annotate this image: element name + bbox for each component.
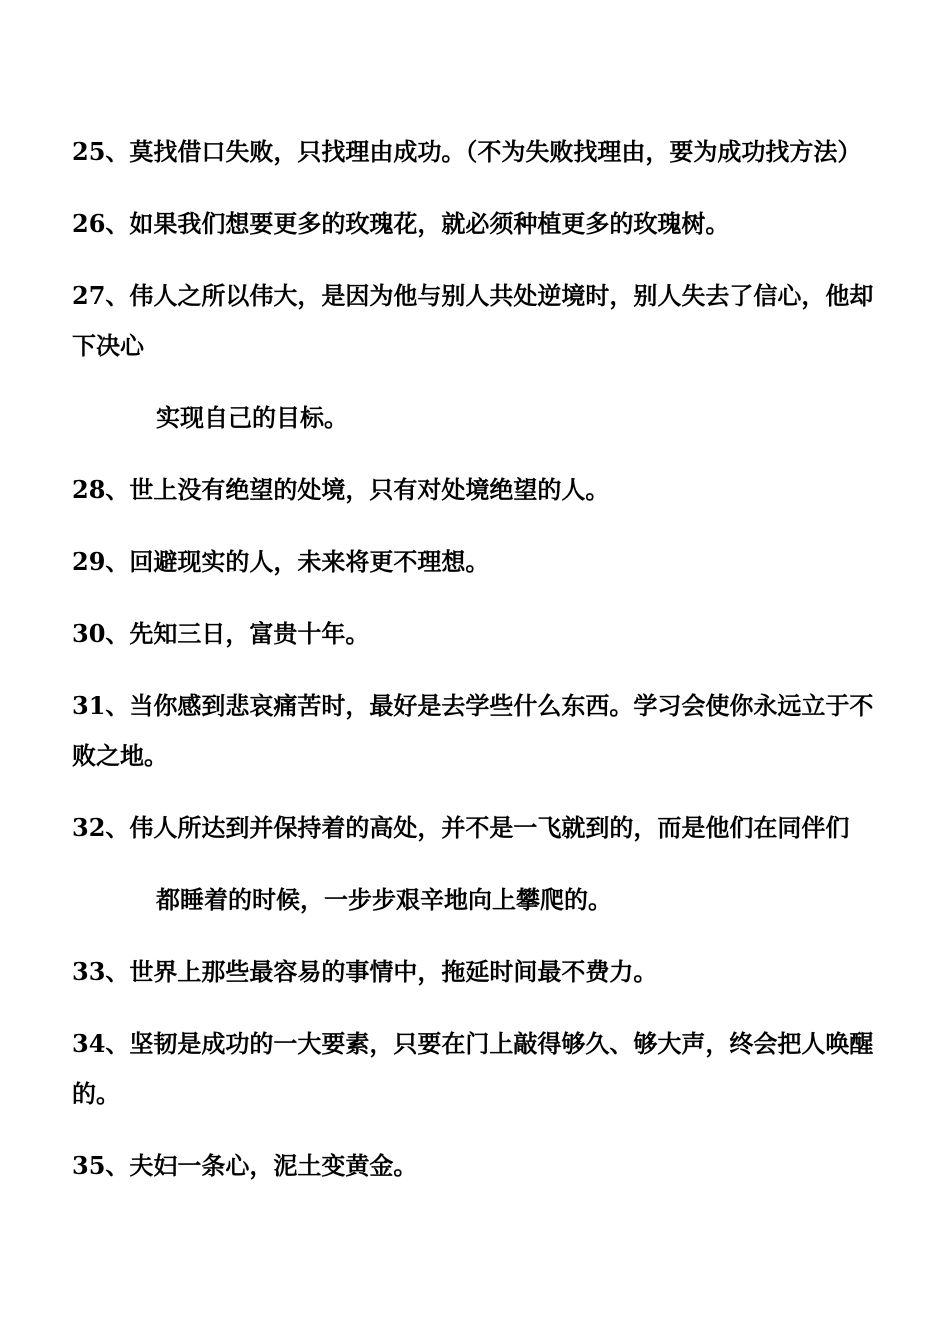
quote-35: 35、夫妇一条心，泥土变黄金。 — [72, 1151, 418, 1180]
quote-31-line-1: 31、当你感到悲哀痛苦时，最好是去学些什么东西。学习会使你永远立于不 — [72, 691, 874, 720]
quote-31-line-2: 败之地。 — [72, 741, 168, 770]
quote-28: 28、世上没有绝望的处境，只有对处境绝望的人。 — [72, 475, 610, 504]
quote-29: 29、回避现实的人，未来将更不理想。 — [72, 547, 490, 576]
quote-26: 26、如果我们想要更多的玫瑰花，就必须种植更多的玫瑰树。 — [72, 209, 730, 238]
quote-32-line-1: 32、伟人所达到并保持着的高处，并不是一飞就到的，而是他们在同伴们 — [72, 813, 850, 842]
quote-27-line-1: 27、伟人之所以伟大，是因为他与别人共处逆境时，别人失去了信心，他却 — [72, 281, 874, 310]
quote-27-line-2: 下决心 — [72, 331, 144, 360]
quote-34-line-1: 34、坚韧是成功的一大要素，只要在门上敲得够久、够大声，终会把人唤醒 — [72, 1029, 874, 1058]
quote-27-line-3: 实现自己的目标。 — [156, 403, 348, 432]
quote-34-line-2: 的。 — [72, 1079, 120, 1108]
quote-25: 25、莫找借口失败，只找理由成功。（不为失败找理由，要为成功找方法） — [72, 137, 862, 166]
quote-30: 30、先知三日，富贵十年。 — [72, 619, 370, 648]
quote-33: 33、世界上那些最容易的事情中，拖延时间最不费力。 — [72, 957, 658, 986]
quote-32-line-2: 都睡着的时候，一步步艰辛地向上攀爬的。 — [156, 885, 612, 914]
